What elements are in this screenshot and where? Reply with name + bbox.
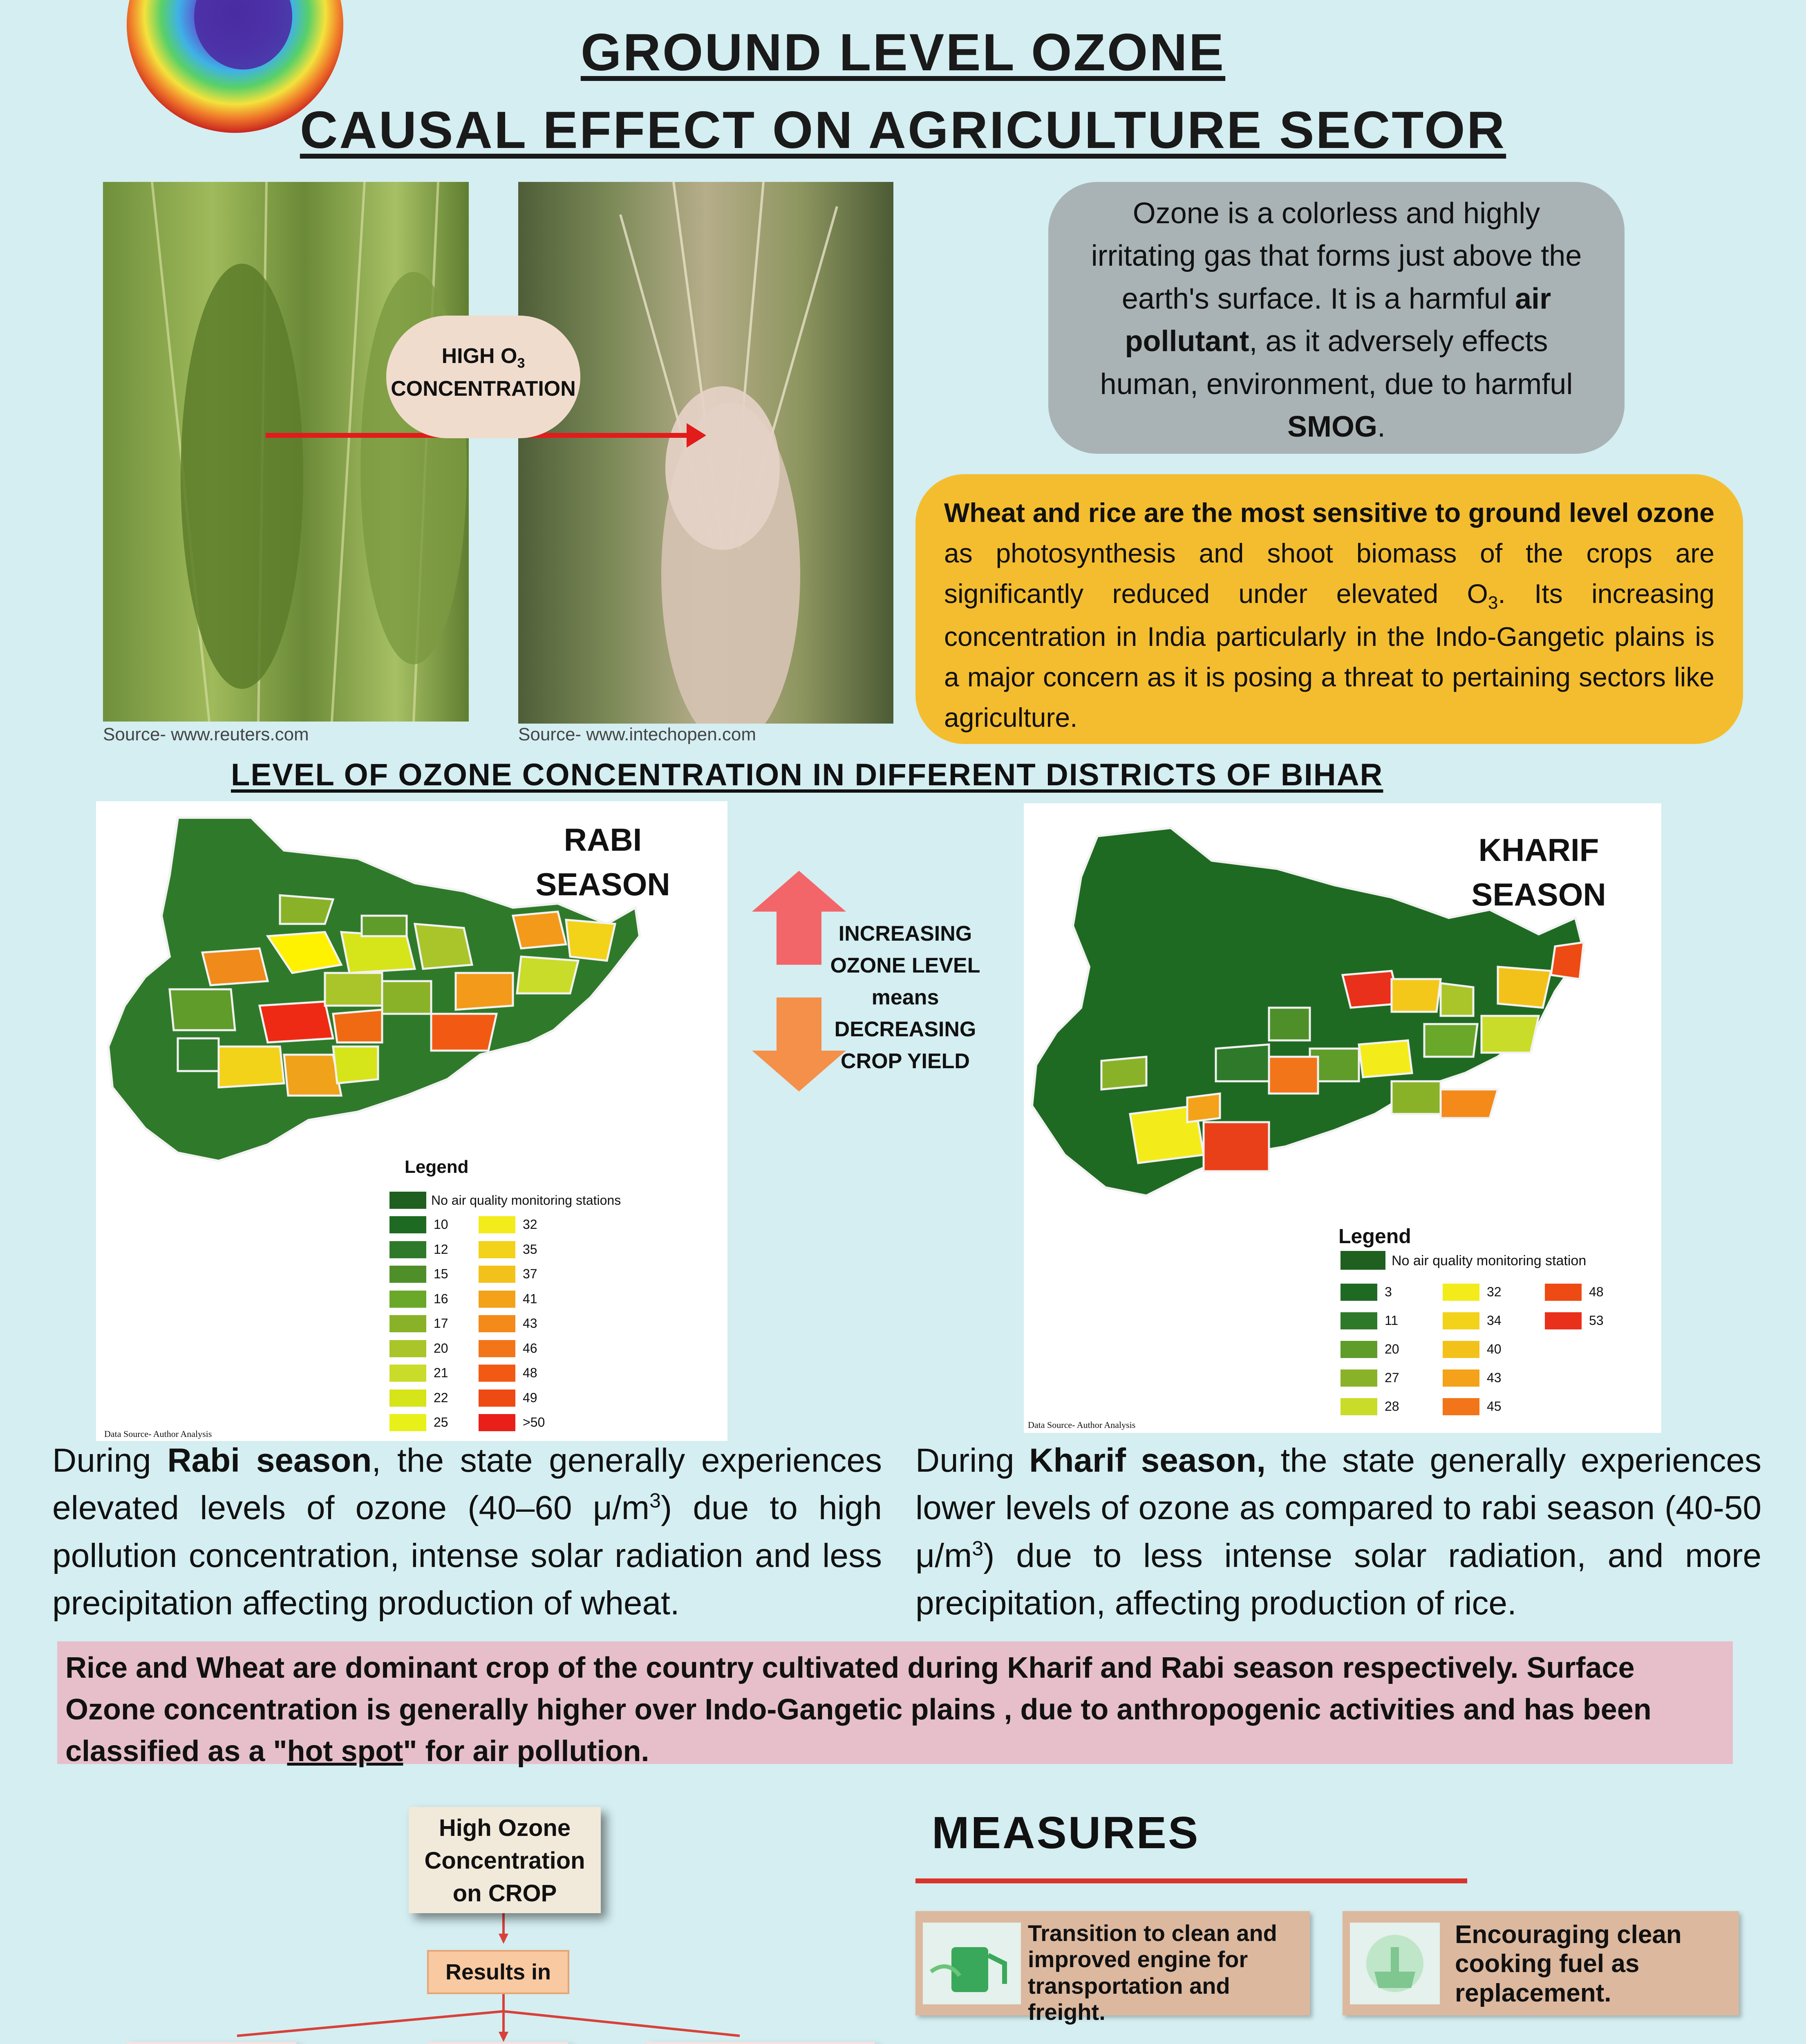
hotspot-text-2: " for air pollution. — [403, 1735, 649, 1768]
flow-results-in: Results in — [427, 1950, 569, 1994]
flow-effect-membrane-damage — [646, 2042, 875, 2044]
concentration-text: CONCENTRATION — [391, 377, 576, 401]
rabi-desc-2: , the state generally experiences elevated levels of ozone (40–60 μ/m — [52, 1442, 882, 1527]
sens-text-2: . Its increasing concentration in India particularly in the Indo-Gangetic plains is a major concern as it is posing a threat to pertaining sectors like agriculture. — [944, 578, 1714, 733]
kharif-desc-1: During — [915, 1442, 1029, 1479]
rabi-legend-swatch — [389, 1291, 426, 1308]
page-title-line2: CAUSAL EFFECT ON AGRICULTURE SECTOR — [300, 101, 1506, 159]
rabi-legend-swatch — [479, 1414, 515, 1431]
kharif-legend-swatch — [1545, 1284, 1582, 1301]
rabi-legend-swatch — [479, 1365, 515, 1382]
measure-clean-cooking — [1343, 1911, 1739, 2015]
kharif-desc-2: the state generally experiences lower levels of ozone as compared to rabi season (40-50 μ/m — [915, 1442, 1762, 1574]
def-text-1: Ozone is a colorless and highly irritating gas that forms just above the earth's surface. It is a harmful — [1091, 197, 1582, 315]
kharif-legend-title: Legend — [1338, 1225, 1411, 1248]
rabi-legend-swatch — [389, 1365, 426, 1382]
kharif-legend-swatch — [1443, 1284, 1479, 1301]
rabi-legend-value: 21 — [434, 1365, 448, 1380]
measures-underline — [915, 1878, 1467, 1883]
rabi-description — [52, 1437, 882, 1627]
rabi-legend-value: 17 — [434, 1316, 448, 1331]
rabi-legend-value: 35 — [523, 1242, 537, 1257]
high-o3-label — [386, 316, 580, 438]
rabi-data-source: Data Source- Author Analysis — [104, 1429, 212, 1439]
kharif-legend-swatch — [1341, 1312, 1377, 1329]
kharif-legend-swatch — [1341, 1369, 1377, 1387]
rabi-legend-swatch — [479, 1315, 515, 1332]
wheat-rice-sensitivity-bubble — [915, 474, 1743, 744]
rabi-season-label — [521, 818, 685, 907]
rabi-legend-value: 22 — [434, 1390, 448, 1405]
high-o3-sub: 3 — [517, 355, 525, 371]
rabi-legend-value: >50 — [523, 1415, 545, 1430]
kharif-legend-swatch — [1443, 1312, 1479, 1329]
kharif-legend-swatch — [1545, 1312, 1582, 1329]
rabi-map-panel — [96, 801, 727, 1441]
rabi-legend-value: 10 — [434, 1217, 448, 1232]
kharif-legend-swatch — [1443, 1398, 1479, 1415]
kharif-label-line1: KHARIF — [1478, 832, 1599, 868]
note-line5: CROP YIELD — [841, 1049, 970, 1073]
def-text-2: , as it adversely effects human, environment, due to harmful — [1100, 325, 1573, 401]
kharif-desc-3: ) due to less intense solar radiation, and more precipitation, affecting production of rice. — [915, 1537, 1761, 1622]
rabi-legend-value: 20 — [434, 1340, 448, 1356]
damaged-wheat-photo — [518, 182, 893, 724]
def-bold-2: SMOG — [1287, 410, 1377, 443]
rabi-legend-swatch-nostation — [389, 1192, 426, 1209]
kharif-legend-swatch-nostation — [1341, 1251, 1385, 1270]
page-title-line1: GROUND LEVEL OZONE — [580, 23, 1226, 82]
healthy-wheat-photo — [103, 182, 469, 722]
kharif-season-label — [1457, 828, 1620, 917]
rabi-legend-value: 48 — [523, 1365, 537, 1380]
rabi-legend-swatch — [389, 1315, 426, 1332]
kharif-legend-value: 53 — [1589, 1313, 1604, 1328]
ozone-yield-note — [813, 918, 997, 1077]
note-line2: OZONE LEVEL — [830, 954, 980, 977]
kharif-legend-swatch — [1341, 1284, 1377, 1301]
kharif-legend-value: 20 — [1385, 1342, 1399, 1356]
hotspot-underlined: hot spot — [287, 1735, 403, 1768]
rabi-legend-value: 12 — [434, 1242, 448, 1257]
kharif-legend-swatch — [1341, 1341, 1377, 1358]
rabi-legend-value: 41 — [523, 1291, 537, 1306]
kharif-legend-value: 43 — [1487, 1370, 1502, 1385]
rabi-desc-bold: Rabi season — [167, 1442, 372, 1479]
rabi-legend-value: 46 — [523, 1340, 537, 1356]
rabi-legend-swatch — [389, 1241, 426, 1258]
kharif-data-source: Data Source- Author Analysis — [1028, 1420, 1136, 1430]
rabi-legend-swatch — [389, 1390, 426, 1407]
kharif-legend-value: 11 — [1385, 1313, 1399, 1328]
rabi-legend-swatch — [479, 1390, 515, 1407]
rabi-label-line1: RABI — [564, 822, 642, 858]
kharif-legend-value: 45 — [1487, 1399, 1502, 1414]
kharif-legend-nostation-label: No air quality monitoring station — [1392, 1253, 1587, 1269]
rabi-legend-value: 49 — [523, 1390, 537, 1405]
def-text-3: . — [1377, 410, 1386, 443]
kharif-legend-value: 48 — [1589, 1284, 1604, 1299]
high-o3-text: HIGH O — [441, 344, 517, 368]
sens-sub: 3 — [1488, 593, 1498, 613]
rabi-legend-value: 25 — [434, 1415, 448, 1430]
rabi-label-line2: SEASON — [535, 866, 670, 903]
right-photo-source: Source- www.intechopen.com — [518, 724, 756, 744]
flow-effect-leaf-bronzing — [127, 2042, 296, 2044]
note-line1: INCREASING — [838, 922, 972, 946]
flow-high-ozone-box: High Ozone Concentration on CROP — [409, 1807, 601, 1913]
rabi-legend-value: 16 — [434, 1291, 448, 1306]
note-line3: means — [871, 986, 939, 1009]
def-bold-1: air pollutant — [1125, 282, 1551, 358]
kharif-desc-bold: Kharif season, — [1029, 1442, 1266, 1479]
kharif-legend-value: 32 — [1487, 1284, 1502, 1299]
measures-heading: MEASURES — [932, 1808, 1200, 1858]
rabi-legend-value: 37 — [523, 1266, 537, 1281]
rabi-legend-value: 43 — [523, 1316, 537, 1331]
sens-bold: Wheat and rice are the most sensitive to ground level ozone — [944, 498, 1714, 528]
rabi-desc-3: ) due to high pollution concentration, intense solar radiation and less precipitation affecting production of wheat. — [52, 1489, 882, 1622]
measure-1-text: Transition to clean and improved engine for transportation and freight. — [1028, 1920, 1277, 2025]
kharif-legend-value: 3 — [1385, 1284, 1392, 1299]
rabi-legend-swatch — [389, 1266, 426, 1283]
kharif-desc-sup: 3 — [972, 1537, 984, 1560]
rabi-legend-title: Legend — [405, 1157, 469, 1177]
flow-effect-chlorosis — [427, 2042, 568, 2044]
kharif-legend-value: 27 — [1385, 1370, 1399, 1385]
kharif-legend-value: 28 — [1385, 1399, 1399, 1414]
kharif-legend-swatch — [1341, 1398, 1377, 1415]
kharif-legend-swatch — [1443, 1341, 1479, 1358]
rabi-desc-sup: 3 — [649, 1489, 661, 1513]
rabi-legend-swatch — [479, 1241, 515, 1258]
kharif-legend-swatch — [1443, 1369, 1479, 1387]
rabi-legend-swatch — [389, 1216, 426, 1233]
kharif-label-line2: SEASON — [1471, 876, 1606, 913]
rabi-legend-swatch — [479, 1216, 515, 1233]
kharif-map-panel — [1024, 803, 1661, 1433]
left-photo-source: Source- www.reuters.com — [103, 724, 309, 744]
hotspot-text-1: Rice and Wheat are dominant crop of the country cultivated during Kharif and Rabi season respectively. Surface Ozone concentration is generally higher over Indo-Gangetic plains , due to anthropogenic activities and has been classified as a " — [65, 1652, 1652, 1768]
rabi-legend-nostation-label: No air quality monitoring stations — [431, 1193, 621, 1208]
rabi-legend-swatch — [479, 1291, 515, 1308]
kharif-legend-value: 40 — [1487, 1342, 1502, 1356]
measure-clean-transport — [915, 1911, 1310, 2025]
rabi-legend-swatch — [479, 1266, 515, 1283]
ozone-definition-bubble — [1048, 182, 1625, 454]
rabi-legend-swatch — [389, 1414, 426, 1431]
rabi-legend-value: 32 — [523, 1217, 537, 1232]
kharif-description — [915, 1437, 1761, 1627]
cooking-fuel-icon — [1350, 1923, 1440, 2004]
rabi-legend-swatch — [479, 1340, 515, 1357]
hotspot-note — [57, 1641, 1733, 1768]
rabi-legend-value: 15 — [434, 1266, 448, 1281]
maps-heading: LEVEL OF OZONE CONCENTRATION IN DIFFERENT DISTRICTS OF BIHAR — [231, 758, 1383, 792]
kharif-legend-value: 34 — [1487, 1313, 1502, 1328]
sens-text-1: as photosynthesis and shoot biomass of the crops are significantly reduced under elevated O — [944, 538, 1714, 609]
rabi-desc-1: During — [52, 1442, 168, 1479]
note-line4: DECREASING — [834, 1018, 976, 1041]
rabi-legend-swatch — [389, 1340, 426, 1357]
measure-2-text: Encouraging clean cooking fuel as replacement. — [1455, 1921, 1682, 2007]
fuel-pump-icon — [923, 1923, 1021, 2004]
